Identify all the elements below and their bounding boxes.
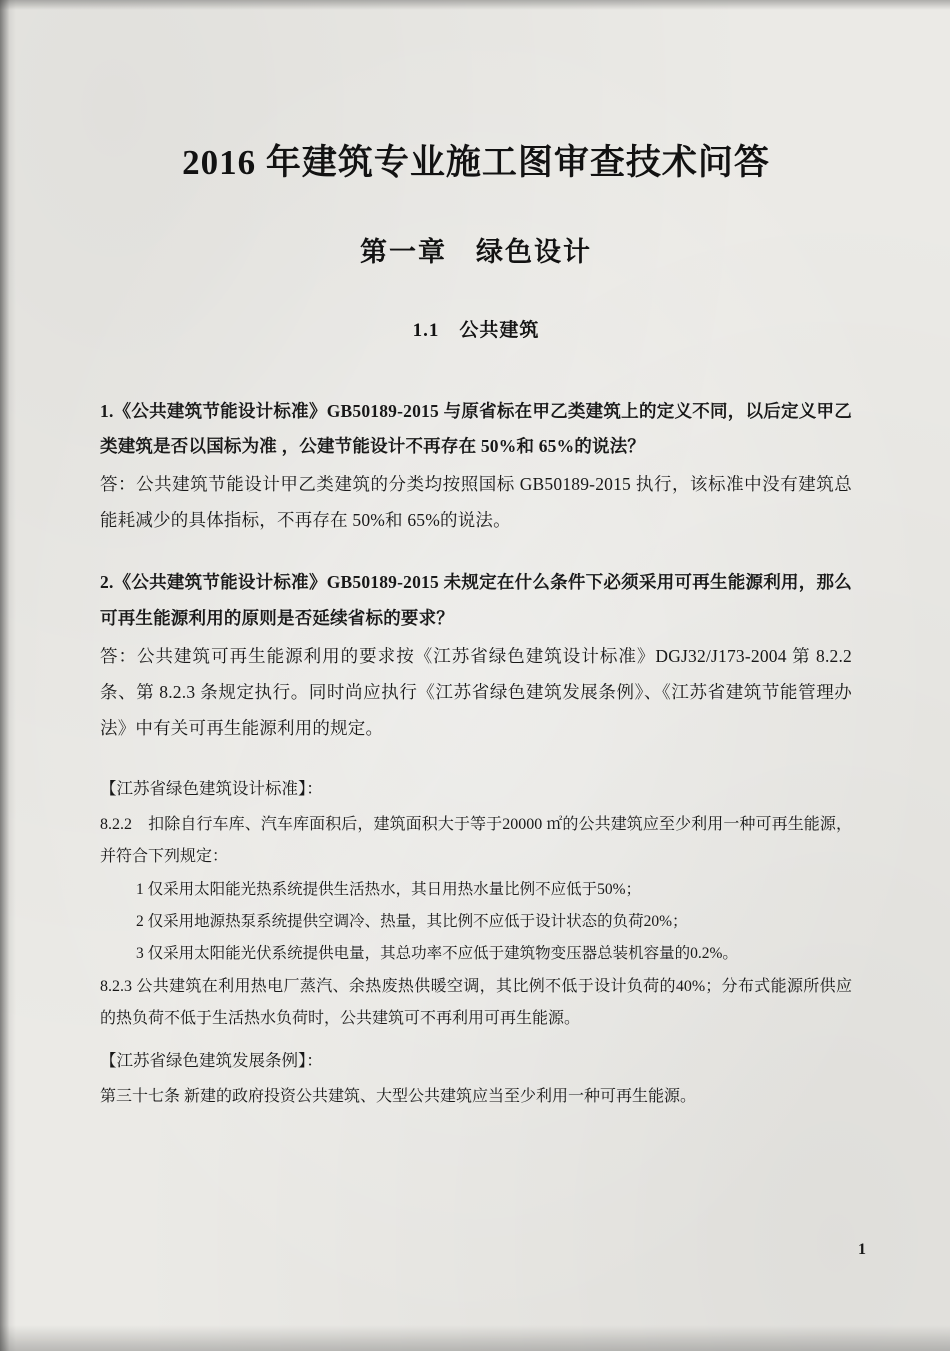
answer-text: 答：公共建筑可再生能源利用的要求按《江苏省绿色建筑设计标准》DGJ32/J173-2004 第 8.2.2 条、第 8.2.3 条规定执行。同时尚应执行《江苏省绿色建筑发展条例》、《江苏省建筑节能管理办法》中有关可再生能源利用的规定。 bbox=[100, 645, 852, 738]
scan-edge-left bbox=[0, 0, 16, 1351]
section-title: 1.1 公共建筑 bbox=[412, 319, 540, 341]
question-text: 2.《公共建筑节能设计标准》GB50189-2015 未规定在什么条件下必须采用可再生能源利用，那么可再生能源利用的原则是否延续省标的要求？ bbox=[100, 572, 852, 628]
clause-822-item-1: 1 仅采用太阳能光热系统提供生活热水，其日用热水量比例不应低于50%； bbox=[136, 880, 642, 898]
reference-block-1 bbox=[100, 772, 852, 1033]
page-title: 2016 年建筑专业施工图审查技术问答 bbox=[182, 143, 770, 182]
reference-block-2 bbox=[100, 1044, 852, 1112]
chapter-title: 第一章 绿色设计 bbox=[360, 236, 592, 267]
clause-823: 8.2.3 公共建筑在利用热电厂蒸汽、余热废热供暖空调，其比例不低于设计负荷的40%；分布式能源所供应的热负荷不低于生活热水负荷时，公共建筑可不再利用可再生能源。 bbox=[100, 978, 852, 1027]
page-content bbox=[100, 140, 852, 1115]
reference-heading: 【江苏省绿色建筑设计标准】： bbox=[100, 779, 323, 799]
qa-item-2 bbox=[100, 565, 852, 746]
answer-text: 答：公共建筑节能设计甲乙类建筑的分类均按照国标 GB50189-2015 执行，该标准中没有建筑总能耗减少的具体指标，不再存在 50%和 65%的说法。 bbox=[100, 474, 852, 531]
question-text: 1.《公共建筑节能设计标准》GB50189-2015 与原省标在甲乙类建筑上的定义不同，以后定义甲乙类建筑是否以国标为准 ，公建节能设计不再存在 50%和 65%的说法？ bbox=[100, 400, 852, 457]
clause-822-item-2: 2 仅采用地源热泵系统提供空调冷、热量，其比例不应低于设计状态的负荷20%； bbox=[136, 912, 688, 930]
clause-article-37: 第三十七条 新建的政府投资公共建筑、大型公共建筑应当至少利用一种可再生能源。 bbox=[100, 1087, 697, 1105]
qa-item-1 bbox=[100, 394, 852, 540]
clause-822: 8.2.2 扣除自行车库、汽车库面积后，建筑面积大于等于20000 ㎡的公共建筑应至少利用一种可再生能源，并符合下列规定： bbox=[100, 816, 852, 865]
page-number: 1 bbox=[858, 1241, 866, 1258]
clause-822-item-3: 3 仅采用太阳能光伏系统提供电量，其总功率不应低于建筑物变压器总装机容量的0.2%。 bbox=[136, 945, 738, 963]
scan-edge-bottom bbox=[0, 1325, 950, 1351]
scan-edge-top bbox=[0, 0, 950, 10]
reference-heading: 【江苏省绿色建筑发展条例】： bbox=[100, 1050, 323, 1070]
